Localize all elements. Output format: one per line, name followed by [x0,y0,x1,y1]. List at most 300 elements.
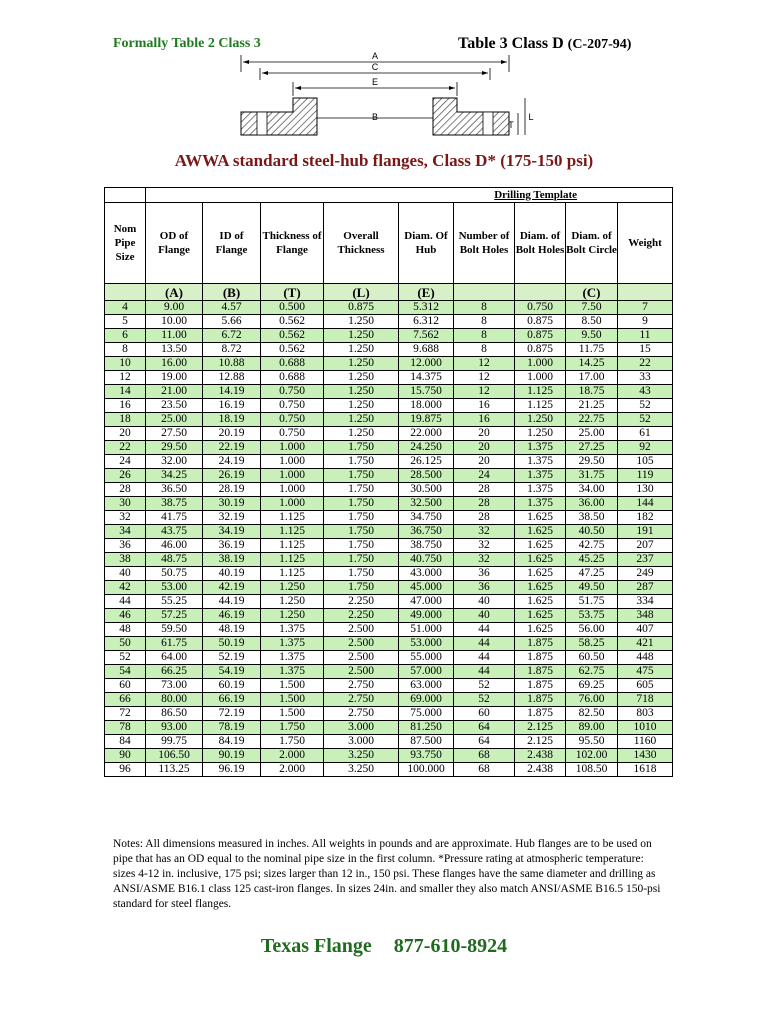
table-cell: 33 [618,371,673,385]
table-cell: 60 [454,707,515,721]
table-cell: 4.57 [203,301,261,315]
table-cell: 7.562 [399,329,454,343]
table-cell: 1.625 [515,623,566,637]
table-cell: 51.000 [399,623,454,637]
table-cell: 24 [454,469,515,483]
table-cell: 54.19 [203,665,261,679]
col-header-hub-diam: Diam. Of Hub [399,203,454,284]
table-cell: 1.625 [515,595,566,609]
table-cell: 5 [105,315,146,329]
table-cell: 1.250 [261,595,324,609]
table-cell: 7.50 [566,301,618,315]
table-cell: 2.750 [324,707,399,721]
table-cell: 45.25 [566,553,618,567]
table-cell: 38.19 [203,553,261,567]
table-cell: 82.50 [566,707,618,721]
table-cell: 3.000 [324,721,399,735]
table-cell: 9.00 [146,301,203,315]
table-cell: 100.000 [399,763,454,777]
table-cell: 15.750 [399,385,454,399]
table-cell: 22 [105,441,146,455]
table-cell: 20 [454,441,515,455]
table-cell: 11.75 [566,343,618,357]
table-cell: 1.500 [261,679,324,693]
table-cell: 45.000 [399,581,454,595]
col-header-weight: Weight [618,203,673,284]
table-cell: 1.125 [261,511,324,525]
table-cell: 43.75 [146,525,203,539]
table-cell: 31.75 [566,469,618,483]
table-cell: 0.750 [261,385,324,399]
col-letter [454,284,515,301]
col-letter [618,284,673,301]
table-cell: 1.000 [261,497,324,511]
table-cell: 718 [618,693,673,707]
table-cell: 1.250 [324,371,399,385]
table-cell: 66 [105,693,146,707]
table-cell: 106.50 [146,749,203,763]
page-title: AWWA standard steel-hub flanges, Class D* (175-150 psi) [174,151,594,170]
table-row [105,567,673,581]
table-cell: 40 [454,595,515,609]
table-cell: 421 [618,637,673,651]
drilling-template-cell [146,188,673,203]
table-cell: 8 [454,329,515,343]
table-cell: 42.75 [566,539,618,553]
table-cell: 99.75 [146,735,203,749]
table-cell: 0.688 [261,371,324,385]
table-cell: 18 [105,413,146,427]
table-cell: 1.250 [324,385,399,399]
table-cell: 1.125 [515,385,566,399]
col-header-thickness: Thickness of Flange [261,203,324,284]
table-cell: 34 [105,525,146,539]
table-cell: 1.250 [261,581,324,595]
table-cell: 47.25 [566,567,618,581]
table-cell: 1.125 [261,539,324,553]
table-cell: 1.250 [324,357,399,371]
table-cell: 20 [105,427,146,441]
table-cell: 1.625 [515,567,566,581]
column-header-row [105,203,673,284]
table-cell: 44 [454,623,515,637]
table-cell: 18.75 [566,385,618,399]
table-cell: 1.375 [515,455,566,469]
table-cell: 12 [454,357,515,371]
table-cell: 2.125 [515,735,566,749]
table-cell: 1.875 [515,679,566,693]
table-cell: 2.250 [324,595,399,609]
table-cell: 8 [105,343,146,357]
table-cell: 0.562 [261,329,324,343]
table-cell: 38 [105,553,146,567]
table-cell: 32.500 [399,497,454,511]
table-cell: 1.125 [261,525,324,539]
table-cell: 16.00 [146,357,203,371]
table-cell: 4 [105,301,146,315]
table-cell: 60.50 [566,651,618,665]
label-t: T [508,120,514,130]
header-table-label: Table 3 Class D [458,35,564,52]
table-row [105,399,673,413]
table-cell: 8 [454,343,515,357]
table-cell: 1.625 [515,581,566,595]
table-cell: 1.750 [324,511,399,525]
table-cell: 23.50 [146,399,203,413]
table-cell: 34.00 [566,483,618,497]
table-cell: 30 [105,497,146,511]
table-cell: 95.50 [566,735,618,749]
table-row [105,469,673,483]
table-cell: 11 [618,329,673,343]
table-cell: 86.50 [146,707,203,721]
table-cell: 32 [454,539,515,553]
table-cell: 1.250 [324,329,399,343]
table-cell: 53.000 [399,637,454,651]
table-cell: 8.50 [566,315,618,329]
table-cell: 69.000 [399,693,454,707]
table-cell: 2.750 [324,679,399,693]
table-cell: 1.250 [261,609,324,623]
table-cell: 0.500 [261,301,324,315]
table-cell: 48.19 [203,623,261,637]
table-cell: 16 [454,413,515,427]
table-cell: 29.50 [146,441,203,455]
col-header-bolt-circle: Diam. of Bolt Circle [566,203,618,284]
table-cell: 19.875 [399,413,454,427]
table-cell: 50 [105,637,146,651]
table-cell: 34.19 [203,525,261,539]
table-cell: 36 [454,581,515,595]
table-cell: 15 [618,343,673,357]
table-cell: 12.000 [399,357,454,371]
table-cell: 16 [454,399,515,413]
table-cell: 1.875 [515,651,566,665]
table-row [105,315,673,329]
table-cell: 87.500 [399,735,454,749]
table-cell: 1.250 [324,343,399,357]
table-cell: 803 [618,707,673,721]
table-cell: 44 [454,651,515,665]
table-row [105,707,673,721]
table-cell: 1.875 [515,707,566,721]
table-cell: 64 [454,735,515,749]
drilling-template-row [105,188,673,203]
table-cell: 36.50 [146,483,203,497]
table-cell: 72.19 [203,707,261,721]
table-row [105,637,673,651]
table-cell: 130 [618,483,673,497]
table-cell: 1.250 [324,399,399,413]
table-cell: 96 [105,763,146,777]
company-name: Texas Flange [260,935,372,957]
table-cell: 237 [618,553,673,567]
table-cell: 1.750 [324,581,399,595]
table-cell: 10.00 [146,315,203,329]
table-cell: 9.688 [399,343,454,357]
table-cell: 22.19 [203,441,261,455]
table-cell: 102.00 [566,749,618,763]
table-cell: 28.19 [203,483,261,497]
table-cell: 22.75 [566,413,618,427]
table-cell: 1160 [618,735,673,749]
table-cell: 41.75 [146,511,203,525]
table-cell: 89.00 [566,721,618,735]
table-cell: 36 [454,567,515,581]
table-cell: 36.00 [566,497,618,511]
table-cell: 1.625 [515,511,566,525]
table-cell: 90.19 [203,749,261,763]
table-row [105,357,673,371]
table-cell: 21.00 [146,385,203,399]
table-cell: 57.25 [146,609,203,623]
notes-paragraph: Notes: All dimensions measured in inches. All weights in pounds and are approximate. Hub flanges are to be used on pipe that has an OD equal to the nominal pipe size in the first column. *Pressure rating at atmospheric temperature: sizes 4-12 in. inclusive, 175 psi; sizes larger than 12 in., 150 psi. These flanges have the same diameter and drilling as ANSI/ASME B16.1 class 125 cast-iron flanges. In sizes 24in. and smaller they also match ANSI/ASME B16.5 150-psi standard for steel flanges. [113,838,661,910]
table-row [105,749,673,763]
table-cell: 1.875 [515,637,566,651]
table-cell: 119 [618,469,673,483]
table-row [105,679,673,693]
table-cell: 26.125 [399,455,454,469]
table-cell: 2.750 [324,693,399,707]
table-cell: 16.19 [203,399,261,413]
table-cell: 1.750 [324,483,399,497]
table-cell: 42.19 [203,581,261,595]
table-cell: 0.750 [261,427,324,441]
table-row [105,301,673,315]
footer-contact [0,935,768,958]
table-cell: 50.19 [203,637,261,651]
table-cell: 2.250 [324,609,399,623]
table-cell: 10.88 [203,357,261,371]
table-row [105,623,673,637]
table-cell: 78.19 [203,721,261,735]
table-cell: 1010 [618,721,673,735]
table-cell: 1.000 [261,469,324,483]
table-cell: 25.00 [566,427,618,441]
table-cell: 407 [618,623,673,637]
table-cell: 36.19 [203,539,261,553]
table-cell: 43 [618,385,673,399]
table-cell: 0.750 [261,413,324,427]
table-cell: 49.000 [399,609,454,623]
table-cell: 51.75 [566,595,618,609]
table-cell: 44.19 [203,595,261,609]
table-cell: 26.19 [203,469,261,483]
table-cell: 61 [618,427,673,441]
table-cell: 0.688 [261,357,324,371]
col-header-od: OD of Flange [146,203,203,284]
table-cell: 1.750 [261,721,324,735]
table-row [105,385,673,399]
table-cell: 59.50 [146,623,203,637]
table-cell: 2.500 [324,637,399,651]
table-cell: 348 [618,609,673,623]
table-cell: 0.562 [261,343,324,357]
table-cell: 334 [618,595,673,609]
table-cell: 113.25 [146,763,203,777]
table-cell: 22.000 [399,427,454,441]
table-cell: 2.000 [261,749,324,763]
table-cell: 27.50 [146,427,203,441]
table-cell: 14.19 [203,385,261,399]
table-cell: 32.00 [146,455,203,469]
table-cell: 2.125 [515,721,566,735]
table-cell: 48 [105,623,146,637]
table-cell: 75.000 [399,707,454,721]
table-row [105,455,673,469]
table-cell: 2.438 [515,749,566,763]
table-cell: 38.750 [399,539,454,553]
table-row [105,441,673,455]
table-cell: 287 [618,581,673,595]
table-cell: 0.875 [515,329,566,343]
table-cell: 60.19 [203,679,261,693]
table-row [105,497,673,511]
table-cell: 62.75 [566,665,618,679]
table-cell: 0.875 [324,301,399,315]
table-cell: 1.500 [261,707,324,721]
table-cell: 46.19 [203,609,261,623]
table-row [105,763,673,777]
table-cell: 475 [618,665,673,679]
label-c: C [371,62,379,72]
label-l: L [528,112,534,122]
table-cell: 1.750 [324,525,399,539]
table-cell: 0.750 [261,399,324,413]
table-row [105,343,673,357]
table-row [105,413,673,427]
table-cell: 14 [105,385,146,399]
table-cell: 28 [105,483,146,497]
table-cell: 48.75 [146,553,203,567]
table-cell: 8 [454,315,515,329]
table-cell: 30.19 [203,497,261,511]
table-cell: 53.75 [566,609,618,623]
col-header-overall-thickness: Overall Thickness [324,203,399,284]
table-cell: 40 [105,567,146,581]
table-cell: 0.875 [515,315,566,329]
table-cell: 1.750 [324,553,399,567]
table-cell: 605 [618,679,673,693]
table-cell: 26 [105,469,146,483]
table-cell: 16 [105,399,146,413]
table-cell: 42 [105,581,146,595]
table-cell: 40 [454,609,515,623]
table-cell: 144 [618,497,673,511]
flange-body-left [241,98,317,135]
col-letter: (E) [399,284,454,301]
table-cell: 0.562 [261,315,324,329]
table-row [105,525,673,539]
table-cell: 14.25 [566,357,618,371]
table-cell: 46.00 [146,539,203,553]
table-cell: 24 [105,455,146,469]
col-letter: (B) [203,284,261,301]
table-cell: 1.375 [261,665,324,679]
table-cell: 249 [618,567,673,581]
table-cell: 69.25 [566,679,618,693]
flange-body-right [433,98,509,135]
table-cell: 8 [454,301,515,315]
table-cell: 7 [618,301,673,315]
table-cell: 32 [454,553,515,567]
table-cell: 40.750 [399,553,454,567]
table-cell: 2.500 [324,623,399,637]
table-cell: 1.125 [261,567,324,581]
table-cell: 54 [105,665,146,679]
table-cell: 0.875 [515,343,566,357]
table-cell: 58.25 [566,637,618,651]
table-cell: 84.19 [203,735,261,749]
table-cell: 1618 [618,763,673,777]
table-cell: 108.50 [566,763,618,777]
header-former-table: Formally Table 2 Class 3 [113,36,261,51]
table-cell: 90 [105,749,146,763]
table-cell: 66.25 [146,665,203,679]
table-cell: 2.500 [324,665,399,679]
table-cell: 3.000 [324,735,399,749]
table-row [105,553,673,567]
table-cell: 6.72 [203,329,261,343]
table-cell: 92 [618,441,673,455]
table-cell: 24.250 [399,441,454,455]
table-row [105,735,673,749]
table-cell: 1.375 [261,623,324,637]
table-cell: 68 [454,749,515,763]
table-row [105,427,673,441]
table-cell: 11.00 [146,329,203,343]
table-row [105,609,673,623]
table-cell: 46 [105,609,146,623]
table-cell: 81.250 [399,721,454,735]
table-cell: 50.75 [146,567,203,581]
table-cell: 191 [618,525,673,539]
table-cell: 28 [454,511,515,525]
table-cell: 1.250 [324,315,399,329]
table-cell: 28 [454,497,515,511]
col-letter: (A) [146,284,203,301]
table-cell: 49.50 [566,581,618,595]
table-cell: 1430 [618,749,673,763]
table-cell: 93.750 [399,749,454,763]
header-standard-code: (C-207-94) [567,37,632,52]
table-row [105,581,673,595]
table-cell: 1.500 [261,693,324,707]
table-row [105,371,673,385]
table-cell: 73.00 [146,679,203,693]
drilling-template-label: Drilling Template [494,188,577,201]
label-b: B [371,112,379,122]
col-letter: (C) [566,284,618,301]
table-cell: 32 [454,525,515,539]
col-header-nom-pipe-size: Nom Pipe Size [105,203,146,284]
table-cell: 0.750 [515,301,566,315]
table-cell: 56.00 [566,623,618,637]
table-row [105,329,673,343]
label-e: E [371,77,379,87]
table-cell: 38.75 [146,497,203,511]
table-cell: 28.500 [399,469,454,483]
table-cell: 44 [105,595,146,609]
table-cell: 3.250 [324,749,399,763]
table-cell: 3.250 [324,763,399,777]
table-cell: 1.750 [324,455,399,469]
col-letter [105,284,146,301]
label-a: A [371,51,379,61]
table-cell: 5.66 [203,315,261,329]
table-cell: 20.19 [203,427,261,441]
table-cell: 36.750 [399,525,454,539]
